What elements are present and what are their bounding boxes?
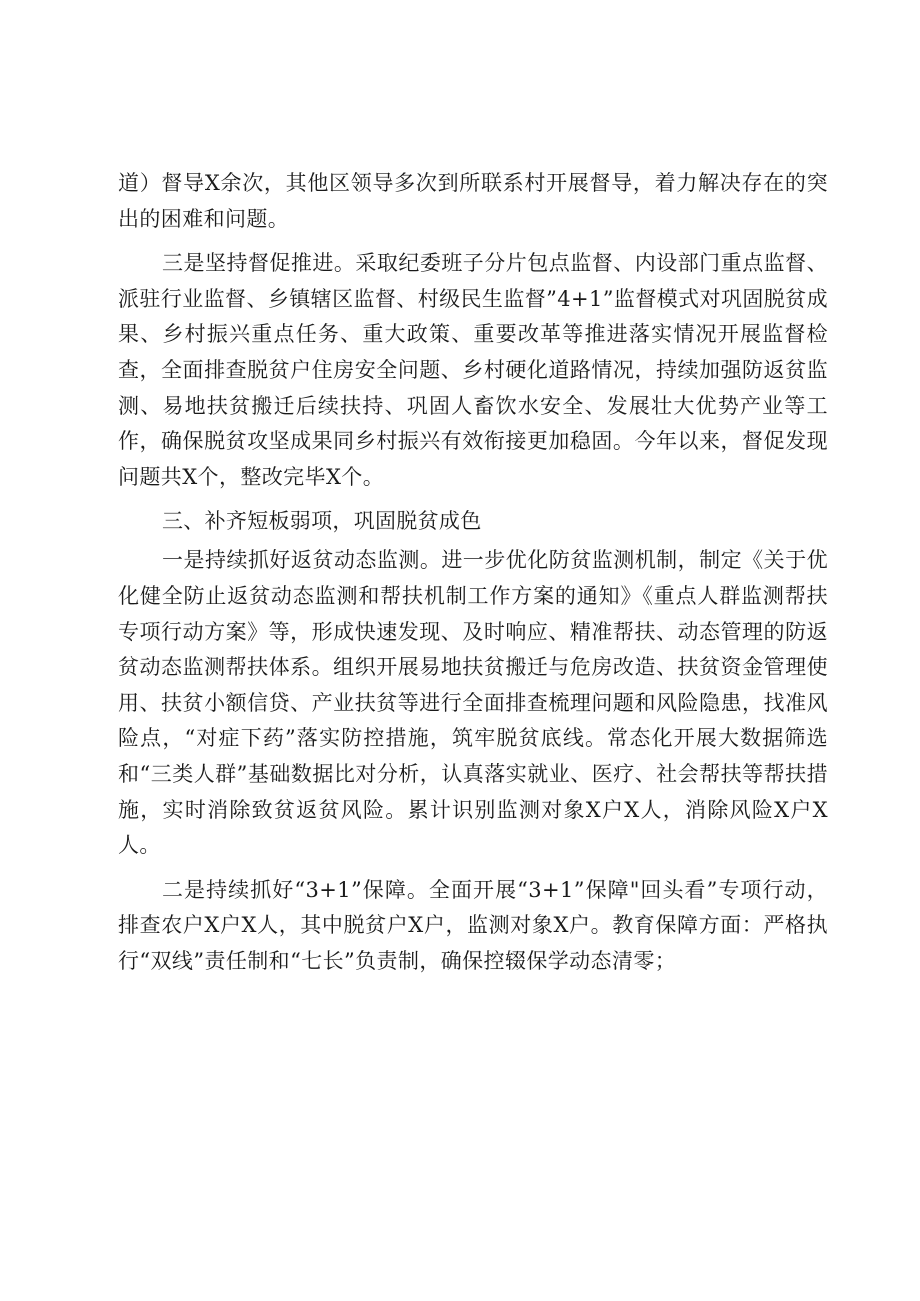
document-body: [118, 166, 828, 979]
paragraph-supervision: 三是坚持督促推进。采取纪委班子分片包点监督、内设部门重点监督、派驻行业监督、乡镇辖区监督、村级民生监督”4+1”监督模式对巩固脱贫成果、乡村振兴重点任务、重大政策、重要改革等推进落实情况开展监督检查，全面排查脱贫户住房安全问题、乡村硬化道路情况，持续加强防返贫监测、易地扶贫搬迁后续扶持、巩固人畜饮水安全、发展壮大优势产业等工作，确保脱贫攻坚成果同乡村振兴有效衔接更加稳固。今年以来，督促发现问题共X个，整改完毕X个。: [118, 251, 828, 489]
section-heading: 三、补齐短板弱项，巩固脱贫成色: [162, 509, 482, 534]
paragraph-continuation: 道）督导X余次，其他区领导多次到所联系村开展督导，着力解决存在的突出的困难和问题。: [118, 171, 828, 231]
paragraph-monitoring: 一是持续抓好返贫动态监测。进一步优化防贫监测机制，制定《关于优化健全防止返贫动态监测和帮扶机制工作方案的通知》《重点人群监测帮扶专项行动方案》等，形成快速发现、及时响应、精准帮扶、动态管理的防返贫动态监测帮扶体系。组织开展易地扶贫搬迁与危房改造、扶贫资金管理使用、扶贫小额信贷、产业扶贫等进行全面排查梳理问题和风险隐患，找准风险点，“对症下药”落实防控措施，筑牢脱贫底线。常态化开展大数据筛选和“三类人群”基础数据比对分析，认真落实就业、医疗、社会帮扶等帮扶措施，实时消除致贫返贫风险。累计识别监测对象X户X人，消除风险X户X人。: [118, 548, 828, 858]
paragraph-guarantee: 二是持续抓好“3+1”保障。全面开展“3+1”保障"回头看”专项行动，排查农户X户X人，其中脱贫户X户，监测对象X户。教育保障方面：严格执行“双线”责任制和“七长”负责制，确保控辍保学动态清零；: [118, 877, 828, 973]
